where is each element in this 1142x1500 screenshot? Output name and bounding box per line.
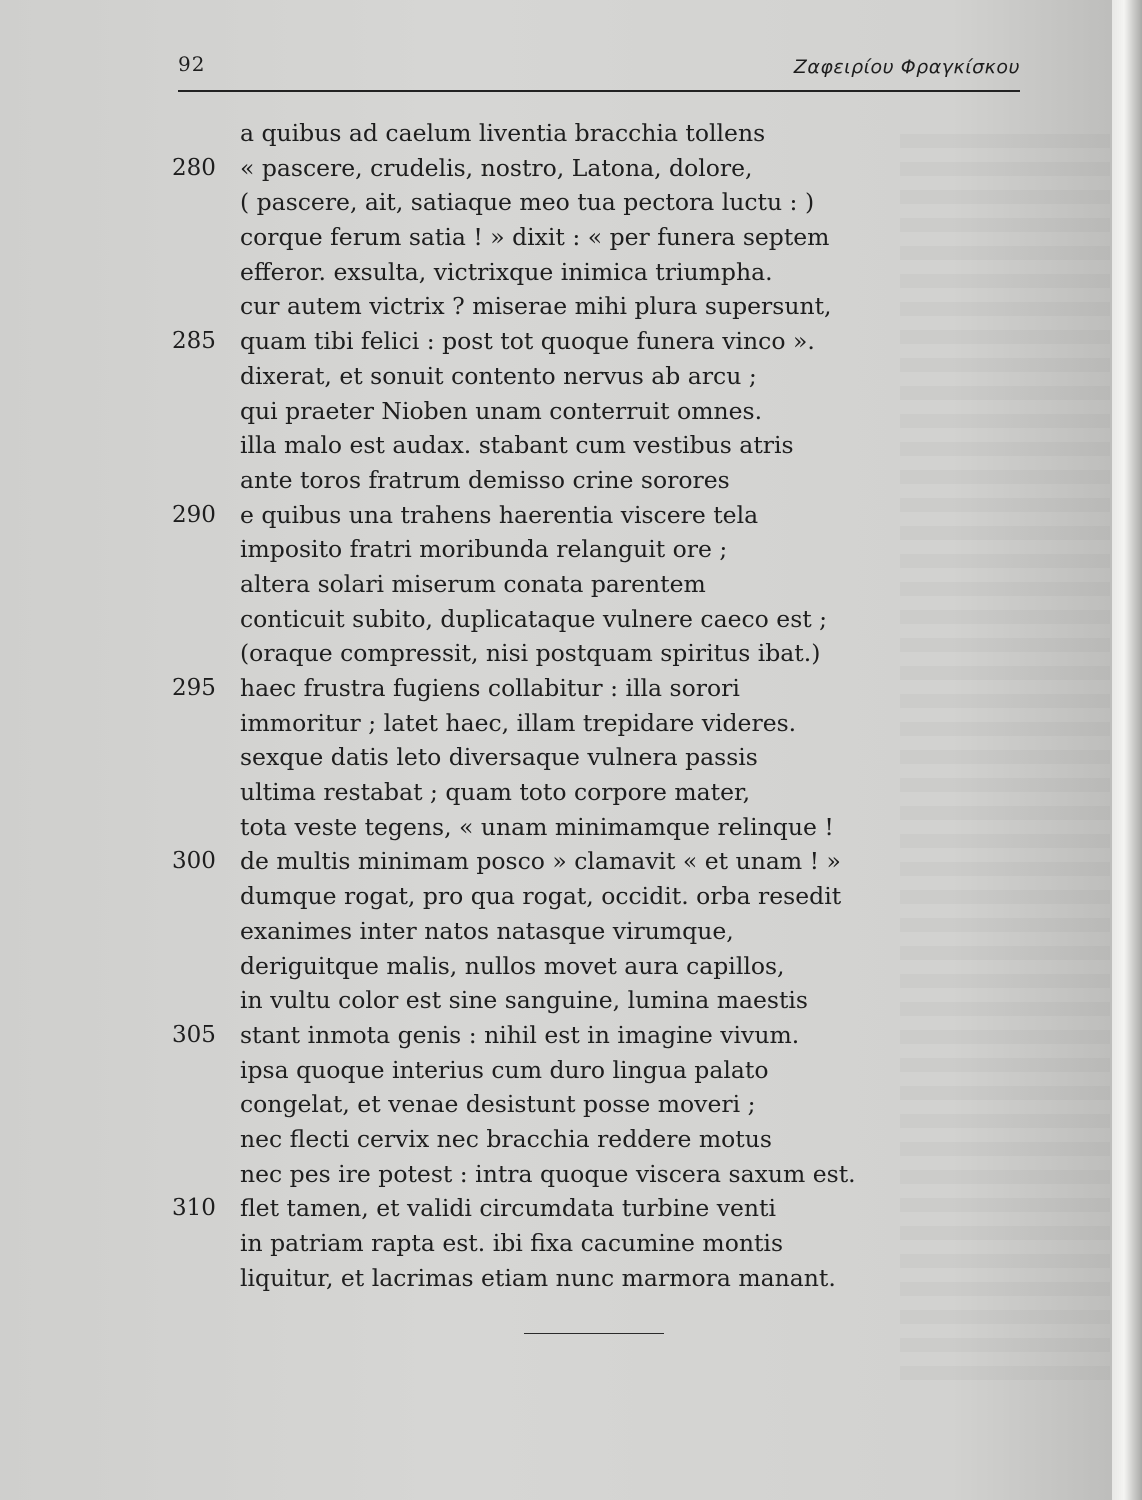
- verse-line: [172, 394, 1042, 429]
- verse-text: dixerat, et sonuit contento nervus ab arcu ;: [240, 361, 757, 390]
- verse-line: [172, 220, 1042, 255]
- verse-line: [172, 810, 1042, 845]
- verse-line: [172, 289, 1042, 324]
- verse-line: [172, 532, 1042, 567]
- poem-text: [172, 116, 1042, 1295]
- verse-line: [172, 636, 1042, 671]
- verse-text: a quibus ad caelum liventia bracchia tollens: [240, 119, 766, 147]
- verse-text: « pascere, crudelis, nostro, Latona, dolore,: [240, 153, 753, 182]
- verse-line: [172, 1261, 1042, 1296]
- verse-text: deriguitque malis, nullos movet aura capillos,: [240, 951, 785, 980]
- verse-text: sexque datis leto diversaque vulnera passis: [240, 743, 758, 772]
- verse-line: [172, 879, 1042, 914]
- verse-text: dumque rogat, pro qua rogat, occidit. orba resedit: [240, 882, 842, 911]
- verse-text: (oraque compressit, nisi postquam spiritus ibat.): [240, 639, 821, 668]
- verse-line: [172, 255, 1042, 290]
- verse-text: quam tibi felici : post tot quoque funera vinco ».: [240, 327, 815, 356]
- verse-line: [172, 740, 1042, 775]
- verse-text: nec flecti cervix nec bracchia reddere motus: [240, 1124, 772, 1153]
- verse-text: ultima restabat ; quam toto corpore mater,: [240, 778, 751, 807]
- verse-line: [172, 359, 1042, 394]
- verse-text: flet tamen, et validi circumdata turbine venti: [240, 1194, 777, 1223]
- verse-line: [172, 185, 1042, 220]
- line-number: 305: [172, 1021, 216, 1048]
- verse-line: [172, 498, 1042, 533]
- verse-line: [172, 116, 1042, 151]
- verse-text: liquitur, et lacrimas etiam nunc marmora manant.: [240, 1263, 836, 1292]
- line-number: 300: [172, 848, 216, 875]
- verse-line: [172, 1122, 1042, 1157]
- verse-line: [172, 671, 1042, 706]
- line-number: 290: [172, 501, 216, 528]
- verse-text: corque ferum satia ! » dixit : « per funera septem: [240, 223, 830, 252]
- page-number: 92: [178, 52, 206, 76]
- verse-text: altera solari miserum conata parentem: [240, 569, 706, 598]
- verse-text: ante toros fratrum demisso crine sorores: [240, 465, 730, 494]
- verse-line: [172, 428, 1042, 463]
- verse-line: [172, 706, 1042, 741]
- verse-text: in patriam rapta est. ibi fixa cacumine montis: [240, 1229, 784, 1257]
- verse-text: qui praeter Nioben unam conterruit omnes.: [240, 396, 763, 425]
- verse-text: exanimes inter natos natasque virumque,: [240, 916, 734, 945]
- page-edge: [1112, 0, 1142, 1500]
- verse-line: [172, 463, 1042, 498]
- end-rule: [524, 1333, 664, 1334]
- verse-line: [172, 1226, 1042, 1261]
- verse-line: [172, 914, 1042, 949]
- verse-text: imposito fratri moribunda relanguit ore ;: [240, 535, 728, 564]
- verse-text: e quibus una trahens haerentia viscere tela: [240, 500, 759, 529]
- line-number: 295: [172, 675, 216, 701]
- verse-line: [172, 775, 1042, 810]
- verse-line: [172, 844, 1042, 879]
- verse-text: ( pascere, ait, satiaque meo tua pectora luctu : ): [240, 188, 815, 217]
- line-number: 310: [172, 1195, 216, 1222]
- page-header: [178, 50, 1020, 92]
- verse-line: [172, 567, 1042, 602]
- line-number: 285: [172, 328, 216, 355]
- verse-line: [172, 1157, 1042, 1192]
- verse-text: cur autem victrix ? miserae mihi plura supersunt,: [240, 292, 832, 321]
- verse-line: [172, 949, 1042, 984]
- verse-text: ipsa quoque interius cum duro lingua palato: [240, 1055, 769, 1084]
- verse-line: [172, 602, 1042, 637]
- verse-text: illa malo est audax. stabant cum vestibus atris: [240, 431, 794, 460]
- line-number: 280: [172, 154, 216, 181]
- verse-text: efferor. exsulta, victrixque inimica triumpha.: [240, 257, 773, 286]
- verse-text: nec pes ire potest : intra quoque viscera saxum est.: [240, 1159, 856, 1188]
- verse-line: [172, 151, 1042, 186]
- verse-text: conticuit subito, duplicataque vulnere caeco est ;: [240, 604, 828, 633]
- verse-line: [172, 1018, 1042, 1053]
- verse-line: [172, 1053, 1042, 1088]
- verse-line: [172, 324, 1042, 359]
- verse-text: in vultu color est sine sanguine, lumina maestis: [240, 986, 808, 1015]
- running-head: Ζαφειρίου Φραγκίσκου: [793, 56, 1020, 78]
- verse-text: stant inmota genis : nihil est in imagine vivum.: [240, 1020, 800, 1049]
- verse-line: [172, 983, 1042, 1018]
- verse-line: [172, 1087, 1042, 1122]
- verse-text: congelat, et venae desistunt posse moveri ;: [240, 1090, 756, 1119]
- verse-line: [172, 1191, 1042, 1226]
- verse-text: de multis minimam posco » clamavit « et unam ! »: [240, 847, 841, 876]
- verse-text: tota veste tegens, « unam minimamque relinque !: [240, 812, 834, 841]
- verse-text: immoritur ; latet haec, illam trepidare videres.: [240, 708, 797, 737]
- verse-text: haec frustra fugiens collabitur : illa sorori: [240, 674, 740, 702]
